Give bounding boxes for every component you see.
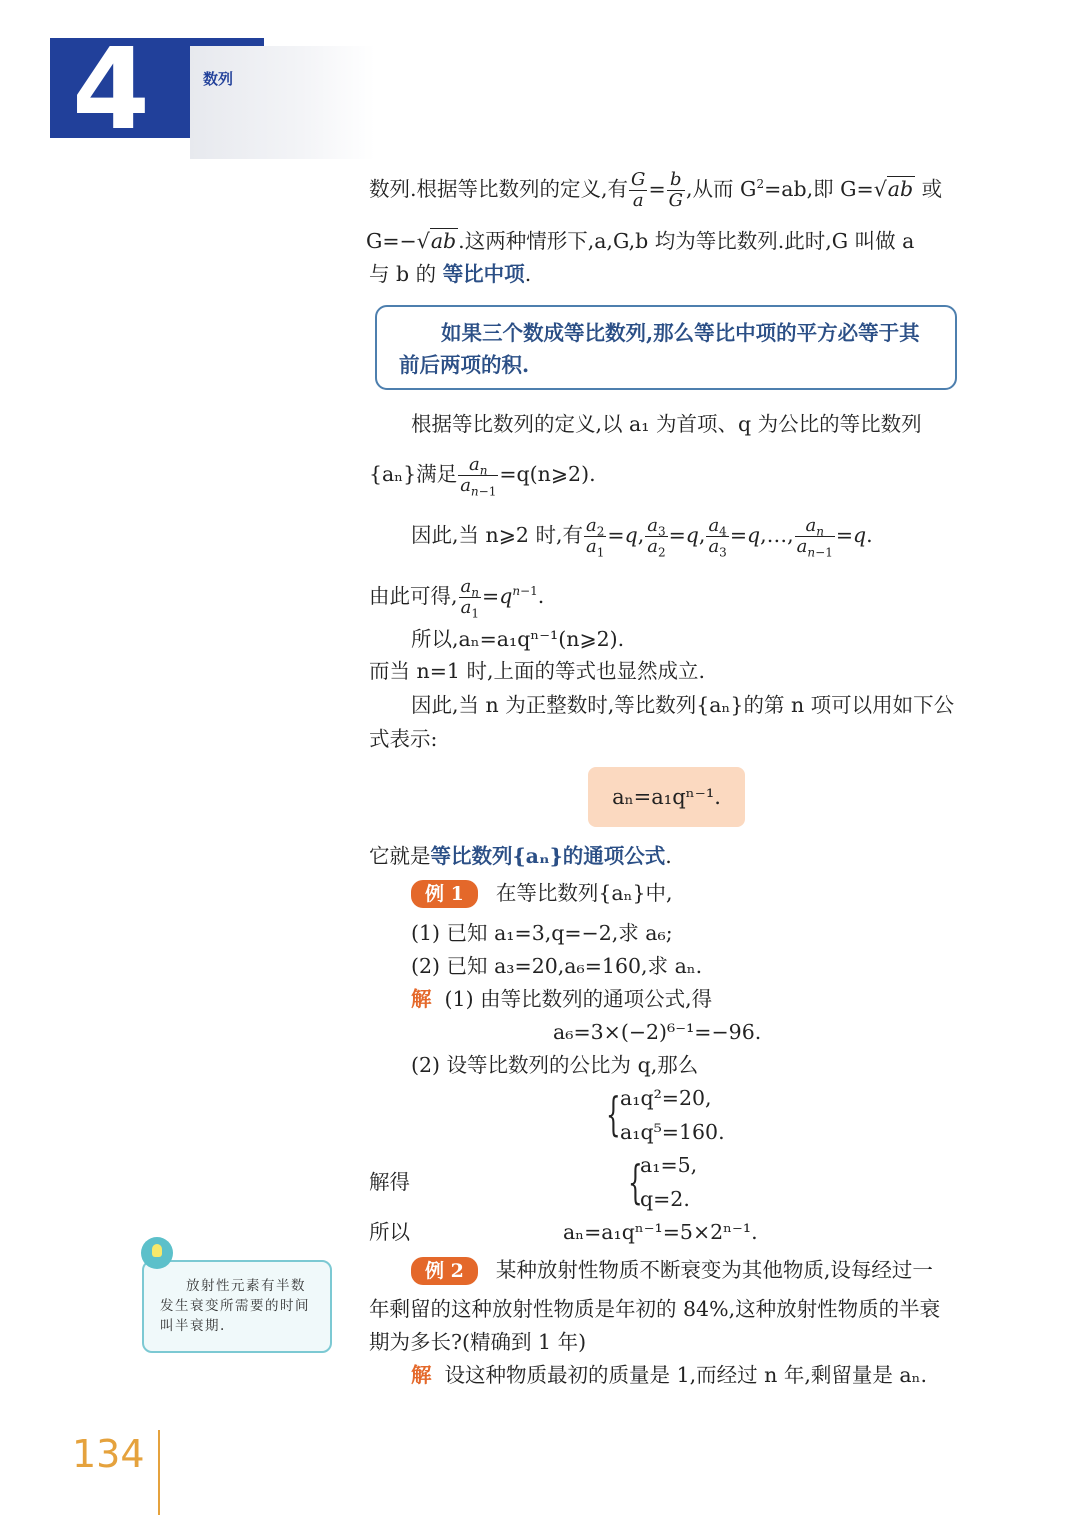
para-text: {aₙ}满足 bbox=[369, 462, 458, 486]
fraction-an-a1: $\frac{a_n}{a_1}$ bbox=[460, 576, 479, 621]
para-text: 它就是 bbox=[369, 844, 431, 868]
chapter-header bbox=[50, 25, 325, 155]
intro-text: 或 bbox=[921, 177, 943, 201]
fraction-a4-a3: $\frac{a_4}{a_3}$ bbox=[708, 515, 727, 560]
intro-text: 与 b 的 bbox=[369, 262, 437, 286]
brace-system-1: { bbox=[606, 1087, 621, 1141]
example1-solution-2: (2) 设等比数列的公比为 q,那么 bbox=[411, 1053, 699, 1077]
para6-line-2: 式表示: bbox=[369, 727, 438, 751]
key-statement: 如果三个数成等比数列,那么等比中项的平方必等于其前后两项的积. bbox=[399, 321, 920, 377]
term-general-formula: 等比数列{aₙ}的通项公式 bbox=[430, 844, 666, 868]
intro-line-1: 数列.根据等比数列的定义,有 $\frac{G}{a}$ = $\frac{b}{G}$ ,从而 $G^2=ab$,即 G=√ab 或 bbox=[369, 169, 943, 211]
para-text: 因此,当 n⩾2 时,有 bbox=[411, 523, 583, 547]
solution-text: 设这种物质最初的质量是 1,而经过 n 年,剩留量是 aₙ. bbox=[444, 1363, 927, 1387]
chapter-number: 4 bbox=[72, 25, 148, 155]
example1-stem: 在等比数列{aₙ}中, bbox=[495, 881, 673, 905]
example1-q2: (2) 已知 a₃=20,a₆=160,求 aₙ. bbox=[411, 954, 703, 978]
intro-line-2: G=−√ab.这两种情形下,a,G,b 均为等比数列.此时,G 叫做 a bbox=[366, 229, 915, 253]
example1-badge: 例 1 bbox=[411, 880, 478, 908]
para-text: . bbox=[665, 844, 672, 868]
system2-eq-a: a₁=5, bbox=[640, 1153, 698, 1177]
intro-text: . bbox=[524, 262, 532, 286]
solution-label: 解 bbox=[411, 1363, 432, 1387]
example1-solution-1-eq: a₆=3×(−2)⁶⁻¹=−96. bbox=[553, 1020, 762, 1044]
example2-text: 某种放射性物质不断衰变为其他物质,设每经过一 bbox=[495, 1258, 933, 1282]
intro-text: G=− bbox=[366, 229, 417, 253]
intro-text: .这两种情形下,a,G,b 均为等比数列.此时,G 叫做 a bbox=[458, 229, 915, 253]
so-equation: aₙ=a₁qⁿ⁻¹=5×2ⁿ⁻¹. bbox=[563, 1220, 758, 1244]
intro-line-3 bbox=[369, 259, 531, 289]
side-note-text: 放射性元素有半数发生衰变所需要的时间叫半衰期. bbox=[160, 1278, 310, 1334]
fraction-a2-a1: $\frac{a_2}{a_1}$ bbox=[586, 515, 605, 560]
para3: 由此可得, $\frac{a_n}{a_1}$ $=q^{n-1}$. bbox=[369, 576, 545, 621]
fraction-a3-a2: $\frac{a_3}{a_2}$ bbox=[647, 515, 666, 560]
example1-heading bbox=[411, 878, 673, 908]
para7 bbox=[369, 841, 672, 871]
example1-q1: (1) 已知 a₁=3,q=−2,求 a₆; bbox=[411, 921, 673, 945]
chapter-header-band bbox=[190, 46, 375, 159]
fraction-b-over-g: $\frac{b}{G}$ bbox=[668, 169, 684, 211]
solve-label: 解得 bbox=[369, 1170, 410, 1194]
solution-text: (1) 由等比数列的通项公式,得 bbox=[444, 987, 713, 1011]
general-term-formula: aₙ=a₁qⁿ⁻¹. bbox=[588, 767, 745, 827]
term-geometric-mean: 等比中项 bbox=[442, 262, 525, 286]
para2: 因此,当 n⩾2 时,有 $\frac{a_2}{a_1}$ =q, $\frac{a_3}{a_2}$ =q, $\frac{a_4}{a_3}$ =q,…, $\frac{a_n}{a_{n-1}}$ =q. bbox=[411, 515, 873, 560]
para-text: 由此可得, bbox=[369, 584, 458, 608]
so-label: 所以 bbox=[369, 1220, 410, 1244]
example2-line-1 bbox=[411, 1255, 933, 1285]
para6-line-1: 因此,当 n 为正整数时,等比数列{aₙ}的第 n 项可以用如下公 bbox=[411, 693, 955, 717]
system1-eq-b: a₁q⁵=160. bbox=[620, 1120, 725, 1144]
brace-system-2: { bbox=[628, 1155, 643, 1209]
example2-solution bbox=[411, 1360, 927, 1390]
key-statement-box bbox=[375, 305, 957, 390]
fraction-an-over-an-1: $\frac{a_n}{a_{n-1}}$ bbox=[460, 454, 497, 499]
intro-text: =ab,即 G= bbox=[764, 177, 874, 201]
example1-solution-1 bbox=[411, 984, 712, 1014]
system1-eq-a: a₁q²=20, bbox=[620, 1086, 712, 1110]
lightbulb-icon bbox=[141, 1237, 173, 1269]
page-number: 134 bbox=[72, 1432, 145, 1476]
fraction-g-over-a: $\frac{G}{a}$ bbox=[631, 169, 646, 211]
intro-text: ,从而 G bbox=[686, 177, 757, 201]
para4: 所以,aₙ=a₁qⁿ⁻¹(n⩾2). bbox=[411, 627, 625, 651]
intro-text: 数列.根据等比数列的定义,有 bbox=[369, 177, 629, 201]
example2-badge: 例 2 bbox=[411, 1257, 478, 1285]
para5: 而当 n=1 时,上面的等式也显然成立. bbox=[369, 659, 705, 683]
example2-line-2: 年剩留的这种放射性物质是年初的 84%,这种放射性物质的半衰 bbox=[369, 1297, 941, 1321]
chapter-title: 数列 bbox=[203, 70, 234, 88]
side-note-box bbox=[142, 1260, 332, 1353]
example2-line-3: 期为多长?(精确到 1 年) bbox=[369, 1330, 587, 1354]
system2-eq-b: q=2. bbox=[640, 1187, 690, 1211]
solution-label: 解 bbox=[411, 987, 432, 1011]
page-number-rule bbox=[158, 1430, 160, 1515]
para1-line-1: 根据等比数列的定义,以 a₁ 为首项、q 为公比的等比数列 bbox=[411, 412, 922, 436]
fraction-an-an-1: $\frac{a_n}{a_{n-1}}$ bbox=[796, 515, 833, 560]
para-text: =q(n⩾2). bbox=[499, 462, 596, 486]
para1-line-2 bbox=[369, 454, 596, 499]
